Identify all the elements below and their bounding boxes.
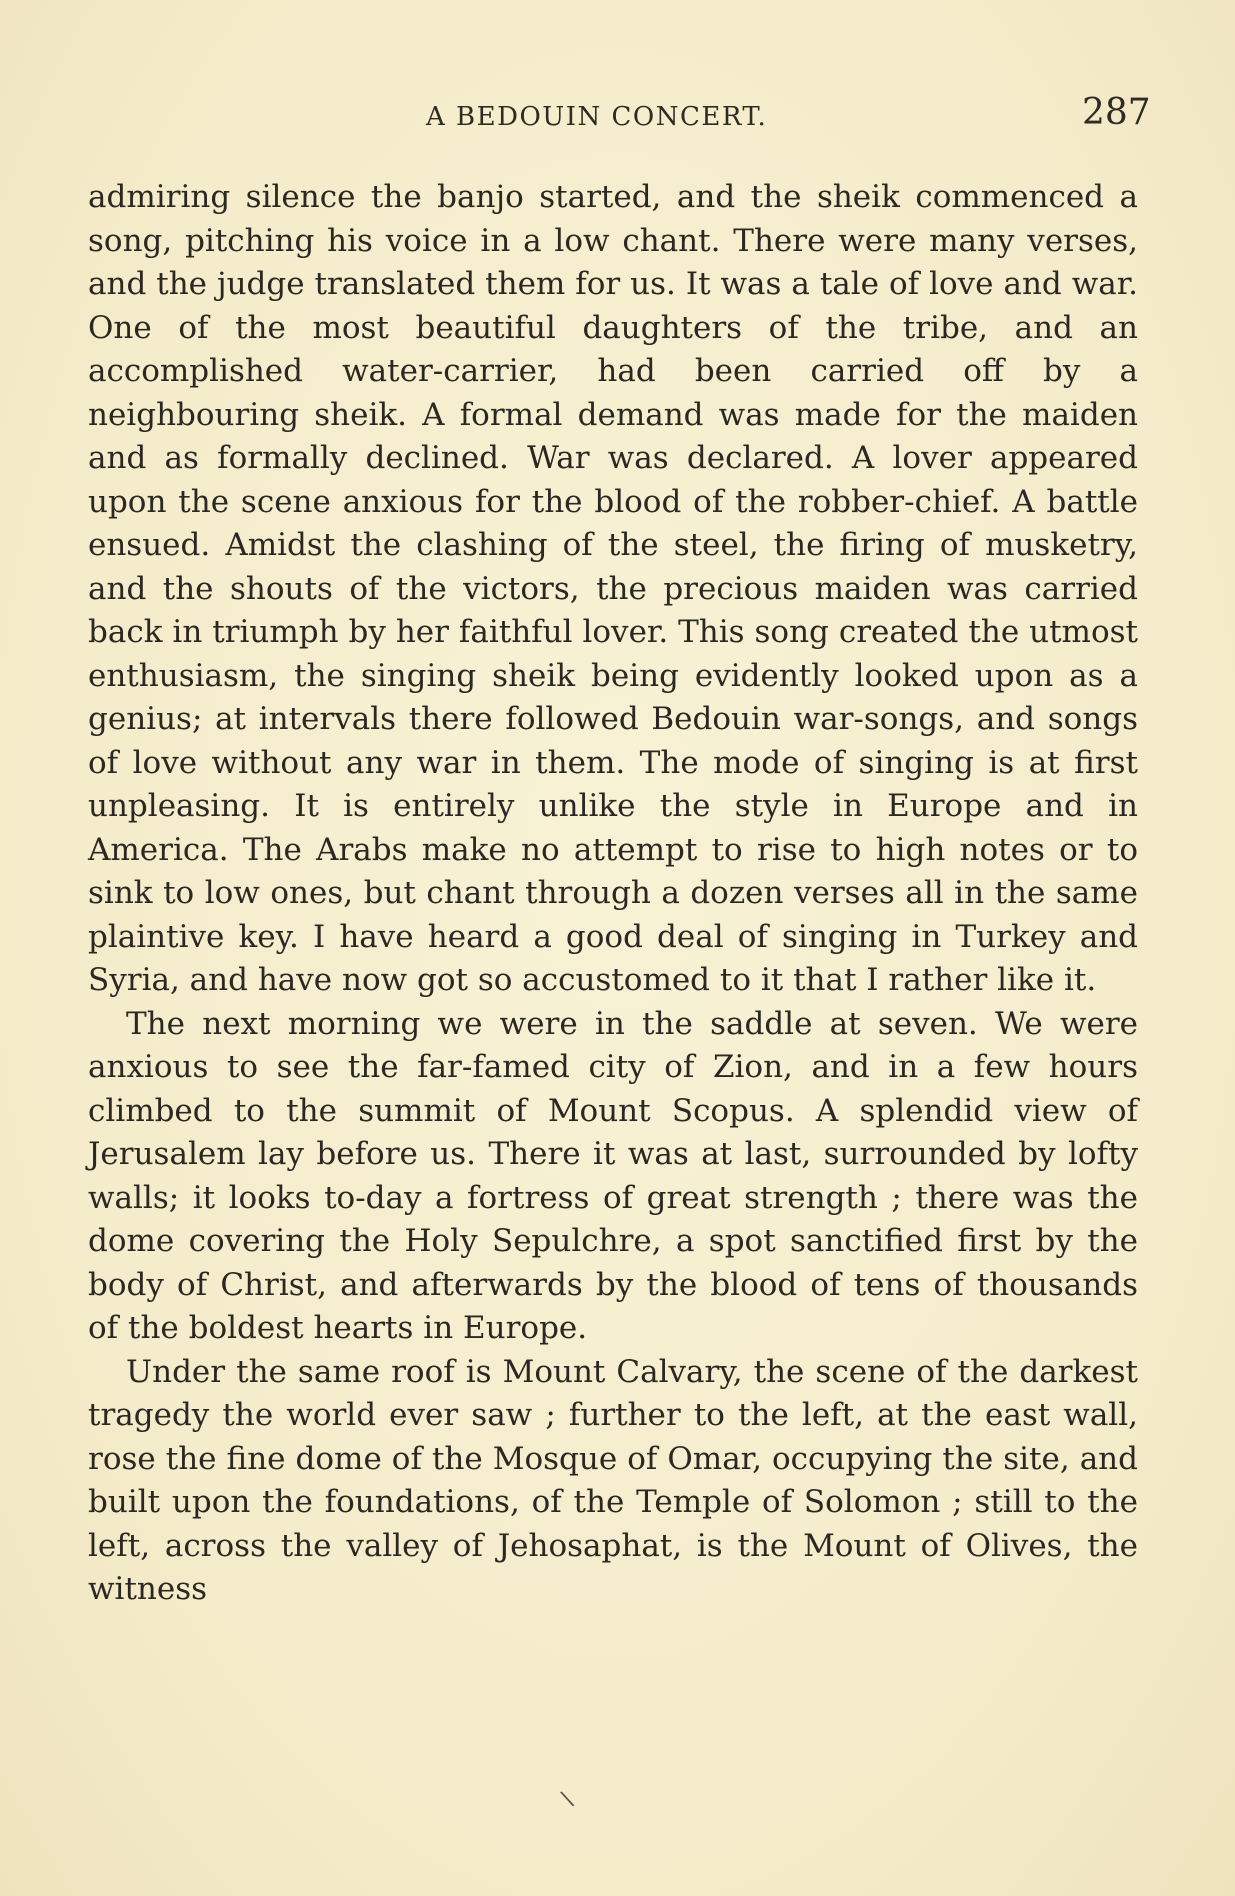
- running-title: A BEDOUIN CONCERT.: [426, 102, 768, 132]
- paragraph-1: admiring silence the banjo started, and the sheik commenced a song, pitching his voice in a low chant. There were many verses, and the judge translated them for us. It was a tale of love and war. One of the most beautiful daughters of the tribe, and an accomplished water-carrier, had been carried off by a neighbouring sheik. A formal demand was made for the maiden and as formally declined. War was declared. A lover appeared upon the scene anxious for the blood of the robber-chief. A battle ensued. Amidst the clashing of the steel, the firing of musketry, and the shouts of the victors, the precious maiden was carried back in triumph by her faithful lover. This song created the utmost enthusiasm, the singing sheik being evidently looked upon as a genius; at intervals there followed Bedouin war-songs, and songs of love without any war in them. The mode of singing is at first unpleasing. It is entirely unlike the style in Europe and in America. The Arabs make no attempt to rise to high notes or to sink to low ones, but chant through a dozen verses all in the same plaintive key. I have heard a good deal of singing in Turkey and Syria, and have now got so accustomed to it that I rather like it.: [88, 179, 1138, 998]
- page-header: [0, 92, 1235, 142]
- print-mark: ∖: [555, 1786, 579, 1815]
- paragraph-3: Under the same roof is Mount Calvary, the scene of the darkest tragedy the world ever saw ; further to the left, at the east wall, rose the fine dome of the Mosque of Omar, occupying the site, and built upon the foundations, of the Temple of Solomon ; still to the left, across the valley of Jehosaphat, is the Mount of Olives, the witness: [88, 1353, 1138, 1607]
- page-number: 287: [1082, 92, 1151, 133]
- paragraph-2: The next morning we were in the saddle at seven. We were anxious to see the far-famed city of Zion, and in a few hours climbed to the summit of Mount Scopus. A splendid view of Jerusalem lay before us. There it was at last, surrounded by lofty walls; it looks to-day a fortress of great strength ; there was the dome covering the Holy Sepulchre, a spot sanctified first by the body of Christ, and afterwards by the blood of tens of thousands of the boldest hearts in Europe.: [88, 1005, 1138, 1346]
- body-text: [88, 176, 1138, 1612]
